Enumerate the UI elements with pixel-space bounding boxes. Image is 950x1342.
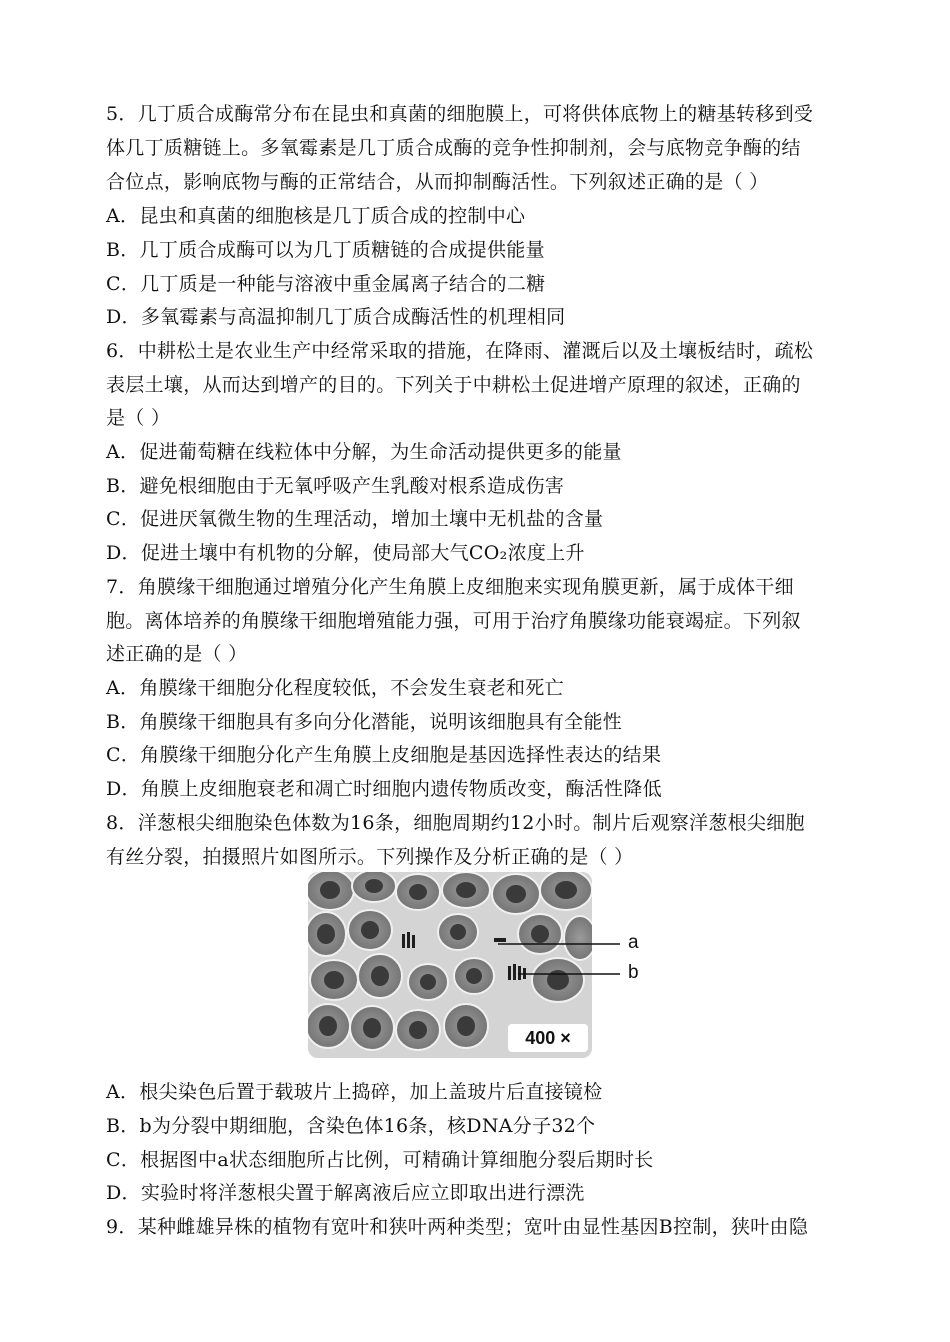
q8-stem-line-2: 有丝分裂，拍摄照片如图所示。下列操作及分析正确的是（ ） — [106, 846, 634, 868]
q6-option-d: D．促进土壤中有机物的分解，使局部大气CO₂浓度上升 — [106, 542, 585, 564]
magnification-label: 400 × — [508, 1024, 588, 1052]
q5-option-b: B．几丁质合成酶可以为几丁质糖链的合成提供能量 — [106, 239, 545, 261]
q8-option-d: D．实验时将洋葱根尖置于解离液后应立即取出进行漂洗 — [106, 1182, 585, 1204]
q7-stem-line-2: 胞。离体培养的角膜缘干细胞增殖能力强，可用于治疗角膜缘功能衰竭症。下列叙 — [106, 610, 801, 632]
q5-stem-line-3: 合位点，影响底物与酶的正常结合，从而抑制酶活性。下列叙述正确的是（ ） — [106, 171, 769, 193]
q5-option-d: D．多氧霉素与高温抑制几丁质合成酶活性的机理相同 — [106, 306, 566, 328]
q6-stem-line-1: 6．中耕松土是农业生产中经常采取的措施，在降雨、灌溉后以及土壤板结时，疏松 — [106, 340, 814, 362]
q7-stem-line-3: 述正确的是（ ） — [106, 643, 248, 665]
figure-leader-lines — [308, 872, 644, 1058]
q6-option-c: C．促进厌氧微生物的生理活动，增加土壤中无机盐的含量 — [106, 508, 604, 530]
q7-option-c: C．角膜缘干细胞分化产生角膜上皮细胞是基因选择性表达的结果 — [106, 744, 662, 766]
figure-label-b: b — [628, 962, 639, 983]
q8-option-a: A．根尖染色后置于载玻片上捣碎，加上盖玻片后直接镜检 — [106, 1081, 603, 1103]
q5-stem-line-2: 体几丁质糖链上。多氧霉素是几丁质合成酶的竞争性抑制剂，会与底物竞争酶的结 — [106, 137, 801, 159]
micrograph-figure — [308, 872, 644, 1058]
q7-option-d: D．角膜上皮细胞衰老和凋亡时细胞内遗传物质改变，酶活性降低 — [106, 778, 662, 800]
q6-stem-line-2: 表层土壤，从而达到增产的目的。下列关于中耕松土促进增产原理的叙述，正确的 — [106, 374, 801, 396]
q8-stem-line-1: 8．洋葱根尖细胞染色体数为16条，细胞周期约12小时。制片后观察洋葱根尖细胞 — [106, 812, 805, 834]
q5-option-a: A．昆虫和真菌的细胞核是几丁质合成的控制中心 — [106, 205, 526, 227]
q8-option-c: C．根据图中a状态细胞所占比例，可精确计算细胞分裂后期时长 — [106, 1149, 654, 1171]
q7-option-b: B．角膜缘干细胞具有多向分化潜能，说明该细胞具有全能性 — [106, 711, 623, 733]
q7-stem-line-1: 7．角膜缘干细胞通过增殖分化产生角膜上皮细胞来实现角膜更新，属于成体干细 — [106, 576, 794, 598]
q7-option-a: A．角膜缘干细胞分化程度较低，不会发生衰老和死亡 — [106, 677, 564, 699]
q5-stem-line-1: 5．几丁质合成酶常分布在昆虫和真菌的细胞膜上，可将供体底物上的糖基转移到受 — [106, 103, 814, 125]
q5-option-c: C．几丁质是一种能与溶液中重金属离子结合的二糖 — [106, 273, 546, 295]
q6-option-b: B．避免根细胞由于无氧呼吸产生乳酸对根系造成伤害 — [106, 475, 565, 497]
q9-stem-line-1: 9．某种雌雄异株的植物有宽叶和狭叶两种类型；宽叶由显性基因B控制，狭叶由隐 — [106, 1216, 809, 1238]
q6-option-a: A．促进葡萄糖在线粒体中分解，为生命活动提供更多的能量 — [106, 441, 622, 463]
q8-option-b: B．b为分裂中期细胞，含染色体16条，核DNA分子32个 — [106, 1115, 596, 1137]
figure-label-a: a — [628, 932, 639, 953]
q6-stem-line-3: 是（ ） — [106, 407, 171, 429]
